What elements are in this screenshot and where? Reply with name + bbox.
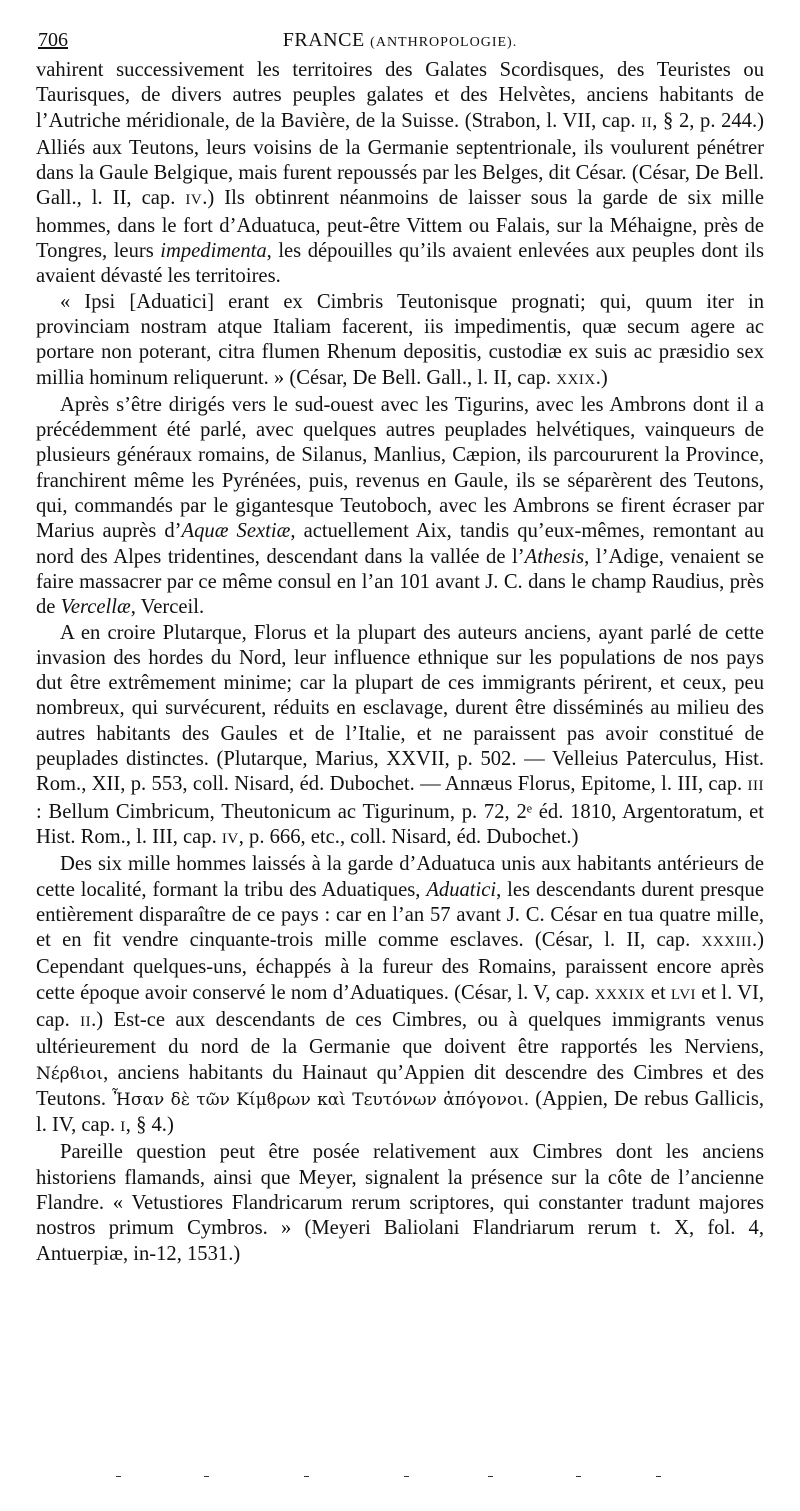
- greek-text: Ἦσαν δὲ τῶν Κίμϐρων καὶ Τευτόνων ἀπόγονοι.: [112, 1089, 530, 1110]
- footer-rule: [36, 1470, 764, 1484]
- italic-text: Athesis: [524, 545, 585, 568]
- text-run: , Verceil.: [130, 596, 205, 619]
- text-run: , les dépouilles qu’ils avaient enlevées aux peuples dont ils avaient dévasté les territoires.: [36, 240, 764, 288]
- small-caps-numeral: LVI: [670, 986, 697, 1003]
- text-run: , § 4.): [125, 1114, 174, 1137]
- small-caps-numeral: II: [641, 114, 653, 131]
- text-run: .): [595, 366, 608, 389]
- small-caps-numeral: XXXIII: [701, 934, 752, 951]
- running-title: [36, 22, 764, 61]
- text-run: , les descendants durent presque entièrement disparaître de ce pays : car en l’an 57 avant J. C. César en tua quatre mille, et en fit vendre cinquante-trois mille comme esclaves. (César, l. II, cap.: [36, 878, 764, 952]
- paragraph: [36, 58, 764, 290]
- text-run: .) Cependant quelques-uns, échappés à la fureur des Romains, paraissent encore après cette époque avoir conservé le nom d’Aduatiques. (César, l. V, cap.: [36, 929, 764, 1004]
- small-caps-numeral: IV: [221, 830, 239, 847]
- italic-text: impedimenta: [160, 240, 267, 263]
- paragraph: [36, 621, 764, 853]
- text-run: Des six mille hommes laissés à la garde d’Aduatuca unis aux habitants antérieurs de cette localité, formant la tribu des Aduatiques,: [36, 853, 764, 901]
- text-run: Après s’être dirigés vers le sud-ouest avec les Tigurins, avec les Ambrons dont il a précédemment été parlé, avec quelques autres peuplades helvétiques, vainqueurs de plusieurs généraux romains, de Silanus, Manlius, Cæpion, ils parcoururent la Province, franchirent même les Pyrénées, puis, revenus en Gaule, ils se séparèrent des Teutons, qui, commandés par le gigantesque Teutoboch, avec les Ambrons se firent écraser par Marius auprès d’: [36, 393, 764, 543]
- small-caps-numeral: XXXIX: [594, 986, 646, 1003]
- page-number: 706: [38, 29, 68, 51]
- text-run: et: [645, 981, 671, 1004]
- text-run: Pareille question peut être posée relativement aux Cimbres dont les anciens historiens flamands, ainsi que Meyer, signalent la présence sur la côte de l’ancienne Flandre. « Vetustiores Flandricarum rerum scriptores, qui constanter tradunt majores nostros primum Cymbros. » (Meyeri Baliolani Flandriarum rerum t. X, fol. 4, Antuerpiæ, in-12, 1531.): [36, 1141, 764, 1265]
- text-run: vahirent successivement les territoires des Galates Scordisques, des Teuristes ou Taurisques, de divers autres peuples galates et des Helvètes, anciens habitants de l’Autriche méridionale, de la Bavière, de la Suisse. (Strabon, l. VII, cap.: [36, 59, 764, 132]
- text-run: .) Ils obtinrent néanmoins de laisser sous la garde de six mille hommes, dans le fort d’Aduatuca, peut-être Vittem ou Falais, sur la Méhaigne, près de Tongres, leurs: [36, 187, 764, 263]
- small-caps-numeral: IV: [185, 192, 203, 209]
- text-run: : Bellum Cimbricum, Theutonicum ac Tigurinum, p. 72, 2ᵉ éd. 1810, Argentoratum, et Hist. Rom., l. III, cap.: [36, 800, 764, 848]
- text-run: et l. VI, cap.: [36, 981, 765, 1031]
- text-run: .) Est-ce aux descendants de ces Cimbres, ou à quelques immigrants venus ultérieurement du nord de la Germanie que doivent être rapportés les Nerviens,: [36, 1008, 764, 1059]
- paragraph: [36, 852, 764, 1140]
- running-title-sub: (ANTHROPOLOGIE).: [370, 35, 518, 50]
- small-caps-numeral: I: [120, 1119, 126, 1136]
- paragraph: [36, 290, 764, 393]
- page: [36, 22, 764, 1267]
- text-run: A en croire Plutarque, Florus et la plupart des auteurs anciens, ayant parlé de cette invasion des hordes du Nord, leur influence ethnique sur les populations de nos pays dut être extrêmement minime; car la plupart de ces immigrants périrent, et ceux, peu nombreux, qui survécurent, réduits en esclavage, durent être disséminés au milieu des autres habitants des Gaules et de l’Italie, et ne paraissent pas avoir constitué de peuplades distinctes. (Plutarque, Marius, XXVII, p. 502. — Velleius Paterculus, Hist. Rom., XII, p. 553, coll. Nisard, éd. Dubochet. — Annæus Florus, Epitome, l. III, cap.: [36, 621, 764, 796]
- small-caps-numeral: XXIX: [556, 371, 596, 388]
- text-run: , p. 666, etc., coll. Nisard, éd. Dubochet.): [238, 825, 579, 848]
- italic-text: Vercellæ: [60, 596, 131, 619]
- running-title-main: FRANCE: [282, 29, 365, 51]
- text-run: , l’Adige, venaient se faire massacrer par ce même consul en l’an 101 avant J. C. dans le champ Raudius, près de: [36, 545, 764, 619]
- running-header: [36, 22, 764, 58]
- paragraph: [36, 1140, 764, 1266]
- text-run: , actuellement Aix, tandis qu’eux-mêmes, remontant au nord des Alpes tridentines, descendant dans la vallée de l’: [36, 520, 764, 568]
- text-run: , anciens habitants du Hainaut qu’Appien dit descendre des Cimbres et des Teutons.: [36, 1061, 764, 1110]
- small-caps-numeral: III: [747, 778, 764, 795]
- text-run: (Appien, De rebus Gallicis, l. IV, cap.: [36, 1087, 764, 1137]
- small-caps-numeral: II: [80, 1013, 92, 1030]
- paragraph: [36, 393, 764, 621]
- italic-text: Aquæ Sextiæ: [181, 520, 291, 543]
- body-text: [36, 58, 764, 1267]
- text-run: « Ipsi [Aduatici] erant ex Cimbris Teutonisque prognati; qui, quum iter in provinciam nostram atque Italiam facerent, iis impedimentis, quæ secum agere ac portare non poterant, citra flumen Rhenum depositis, custodiæ ex suis ac præsidio sex millia hominum reliquerunt. » (César, De Bell. Gall., l. II, cap.: [36, 290, 764, 389]
- greek-text: Νέρϐιοι: [36, 1063, 104, 1084]
- italic-text: Aduatici: [426, 878, 497, 901]
- text-run: , § 2, p. 244.) Alliés aux Teutons, leurs voisins de la Germanie septentrionale, ils voulurent pénétrer dans la Gaule Belgique, mais furent repoussés par les Belges, dit César. (César, De Bell. Gall., l. II, cap.: [36, 109, 765, 210]
